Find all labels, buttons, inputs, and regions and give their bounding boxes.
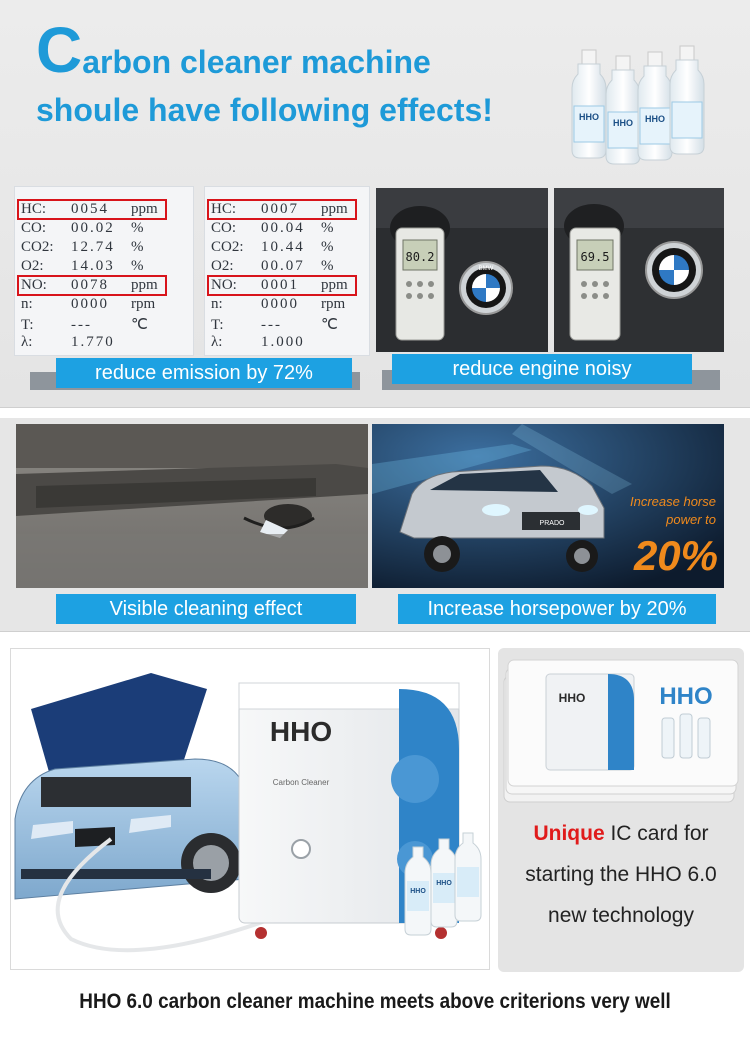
title-rest: arbon cleaner machine xyxy=(82,44,431,80)
machine-with-car-image xyxy=(11,649,489,969)
readout-row: NO: 0001 ppm xyxy=(211,277,348,293)
bottle-1 xyxy=(572,50,606,158)
suv-horsepower-photo xyxy=(372,424,724,588)
highlight-box-hc xyxy=(17,199,167,220)
readout-row: CO2: 10.44 % xyxy=(211,239,334,255)
svg-text:HHO: HHO xyxy=(579,112,599,122)
exhaust-cleaning-photo xyxy=(16,424,368,588)
machine-product-card xyxy=(10,648,490,970)
footer-caption: HHO 6.0 carbon cleaner machine meets above criterions very well xyxy=(79,990,671,1013)
title-initial: C xyxy=(36,14,83,86)
svg-text:HHO: HHO xyxy=(659,683,713,710)
svg-text:80.2: 80.2 xyxy=(405,250,435,264)
svg-text:PRADO: PRADO xyxy=(539,520,565,527)
readout-row: T: --- ℃ xyxy=(211,317,338,333)
svg-text:BMW: BMW xyxy=(478,266,494,272)
visible-cleaning-label: Visible cleaning effect xyxy=(56,594,356,624)
readout-row: n: 0000 rpm xyxy=(21,296,156,312)
svg-text:69.5: 69.5 xyxy=(580,250,610,264)
ic-card-panel xyxy=(498,648,744,972)
readout-row: NO: 0078 ppm xyxy=(21,277,158,293)
readout-row: T: --- ℃ xyxy=(21,317,148,333)
emission-readout-before xyxy=(14,186,194,356)
readout-row: CO2: 12.74 % xyxy=(21,239,144,255)
svg-text:Increase horse: Increase horse xyxy=(630,494,716,509)
page-title-line2: shoule have following effects! xyxy=(36,92,493,128)
svg-text:HHO: HHO xyxy=(613,118,633,128)
readout-row: O2: 14.03 % xyxy=(21,258,144,274)
highlight-box-no xyxy=(207,275,357,296)
svg-text:HHO: HHO xyxy=(410,888,426,895)
ic-text-line2: starting the HHO 6.0 xyxy=(525,863,717,886)
svg-text:HHO: HHO xyxy=(558,691,586,705)
readout-row: CO: 00.02 % xyxy=(21,220,144,236)
highlight-box-no xyxy=(17,275,167,296)
emission-readout-after xyxy=(204,186,370,356)
bottle-2 xyxy=(606,56,640,164)
readout-row: CO: 00.04 % xyxy=(211,220,334,236)
ic-text-line1: Unique IC card for xyxy=(533,822,709,845)
noise-meter-before-photo xyxy=(376,188,548,352)
noise-meter-after-photo xyxy=(554,188,724,352)
svg-text:HHO: HHO xyxy=(645,114,665,124)
svg-text:power to: power to xyxy=(666,512,716,527)
bottle-3 xyxy=(638,52,672,160)
reduce-noise-label: reduce engine noisy xyxy=(392,354,692,384)
reduce-emission-label: reduce emission by 72% xyxy=(56,358,352,388)
page-title-line1 xyxy=(36,14,431,86)
svg-text:Carbon Cleaner: Carbon Cleaner xyxy=(272,778,330,787)
readout-row: HC: 0007 ppm xyxy=(211,201,348,217)
increase-horsepower-label: Increase horsepower by 20% xyxy=(398,594,716,624)
highlight-box-hc xyxy=(207,199,357,220)
readout-row: λ: 1.000 xyxy=(211,334,305,350)
svg-text:HHO: HHO xyxy=(269,716,333,747)
readout-row: λ: 1.770 xyxy=(21,334,115,350)
additive-bottles-image xyxy=(568,44,718,170)
ic-card-image xyxy=(498,648,744,808)
svg-text:HHO: HHO xyxy=(436,880,452,887)
readout-row: O2: 00.07 % xyxy=(211,258,334,274)
readout-row: n: 0000 rpm xyxy=(211,296,346,312)
ic-text-line3: new technology xyxy=(548,904,694,927)
bottle-4 xyxy=(670,46,704,154)
readout-row: HC: 0054 ppm xyxy=(21,201,158,217)
svg-text:20%: 20% xyxy=(633,532,718,579)
